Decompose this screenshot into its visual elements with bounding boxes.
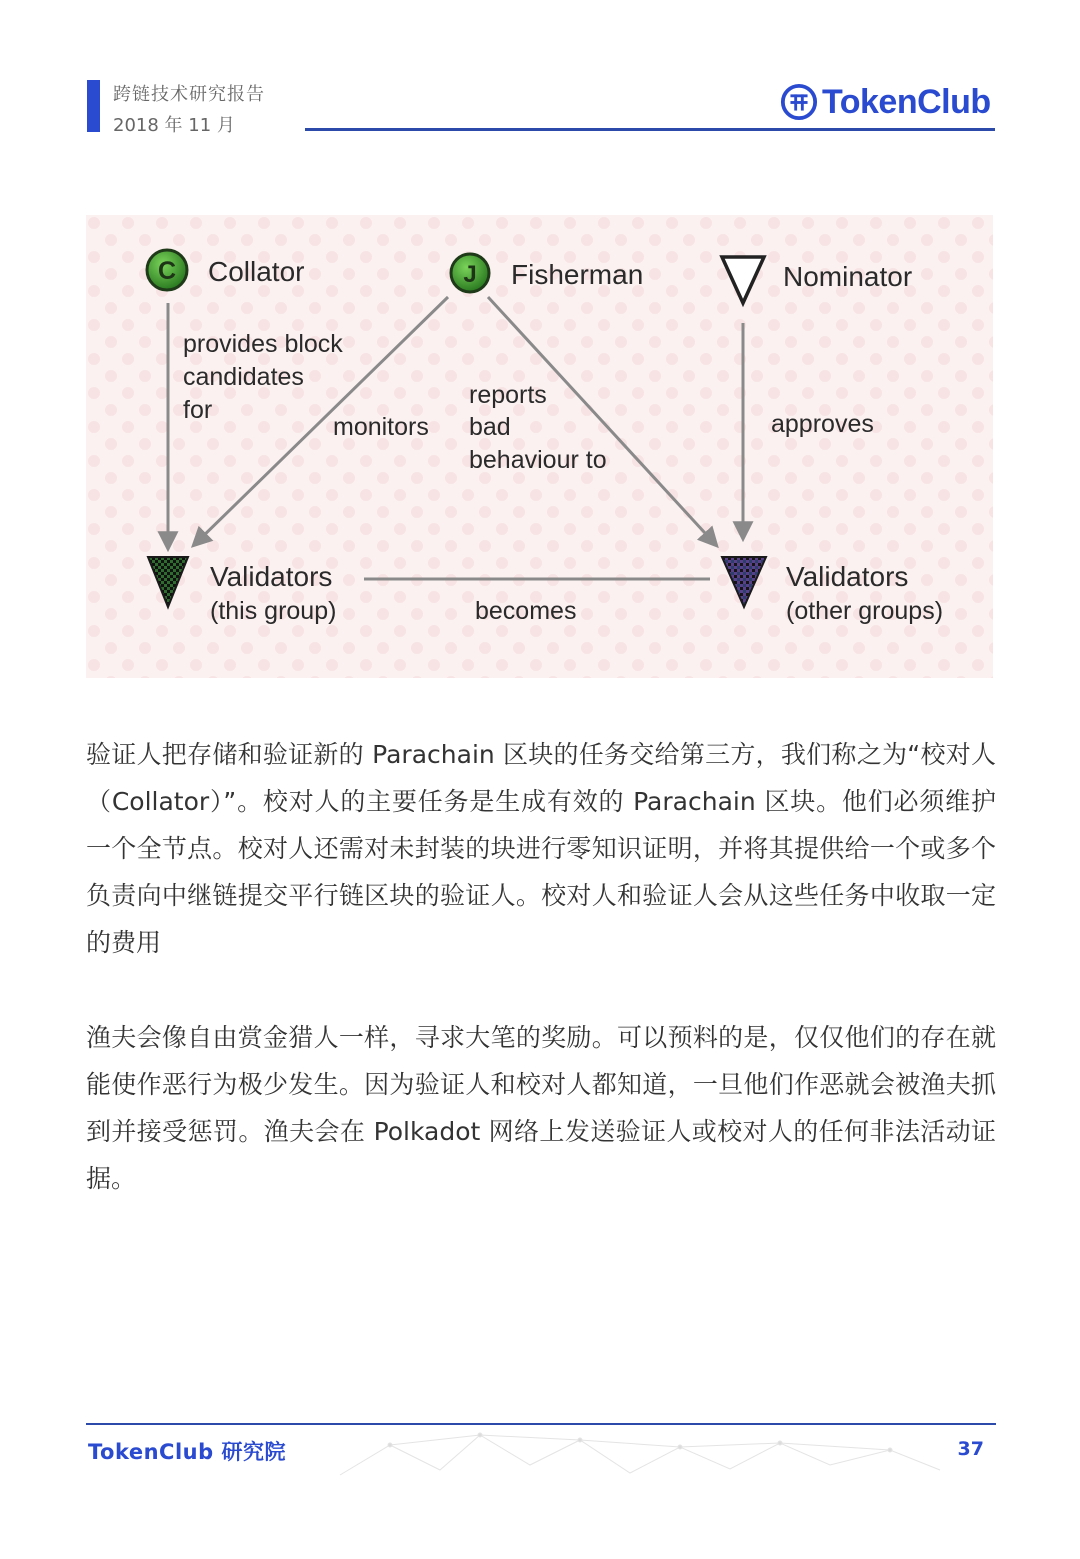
reports-edge-label-3: behaviour to — [469, 446, 607, 474]
tokenclub-logo — [780, 80, 991, 124]
footer-network-decoration — [330, 1425, 950, 1485]
collator-label: Collator — [208, 256, 305, 287]
reports-edge-label-1: reports — [469, 381, 547, 409]
collator-edge-label-1: provides block — [183, 330, 343, 358]
report-title: 跨链技术研究报告 — [113, 84, 265, 105]
collator-edge-label-2: candidates — [183, 363, 304, 391]
validators-other-label: Validators — [786, 561, 909, 592]
page-number: 37 — [957, 1438, 984, 1460]
fisherman-icon — [451, 254, 489, 292]
report-date: 2018 年 11 月 — [113, 115, 235, 136]
collator-paragraph: 验证人把存储和验证新的 Parachain 区块的任务交给第三方，我们称之为“校对人（Collator）”。校对人的主要任务是生成有效的 Parachain 区块。他们必须维护一个全节点。校对人还需对未封装的块进行零知识证明，并将其提供给一个或多个负责向中继链提交平行链区块的验证人。校对人和验证人会从这些任务中收取一定的费用 — [86, 740, 996, 957]
header-accent-bar — [87, 80, 100, 132]
validators-this-label: Validators — [210, 561, 333, 592]
footer-brand: TokenClub 研究院 — [88, 1440, 286, 1464]
header-rule — [305, 128, 995, 131]
fisherman-paragraph: 渔夫会像自由赏金猎人一样，寻求大笔的奖励。可以预料的是，仅仅他们的存在就能使作恶行为极少发生。因为验证人和校对人都知道，一旦他们作恶就会被渔夫抓到并接受惩罚。渔夫会在 Polkadot 网络上发送验证人或校对人的任何非法活动证据。 — [86, 1023, 996, 1193]
svg-text:C: C — [157, 257, 177, 285]
validators-this-sublabel: (this group) — [210, 597, 337, 625]
fisherman-label: Fisherman — [511, 259, 644, 290]
becomes-edge-label: becomes — [475, 597, 577, 625]
parachain-roles-diagram — [86, 215, 993, 678]
collator-icon — [147, 250, 187, 290]
collator-edge-label-3: for — [183, 396, 213, 424]
svg-text:J: J — [463, 261, 477, 288]
nominator-label: Nominator — [783, 261, 913, 292]
validators-other-sublabel: (other groups) — [786, 597, 944, 625]
approves-edge-label: approves — [771, 410, 874, 438]
monitors-edge-label: monitors — [333, 413, 429, 441]
reports-edge-label-2: bad — [469, 413, 511, 441]
tokenclub-logo-icon — [780, 83, 818, 121]
logo-wordmark: TokenClub — [822, 82, 991, 121]
